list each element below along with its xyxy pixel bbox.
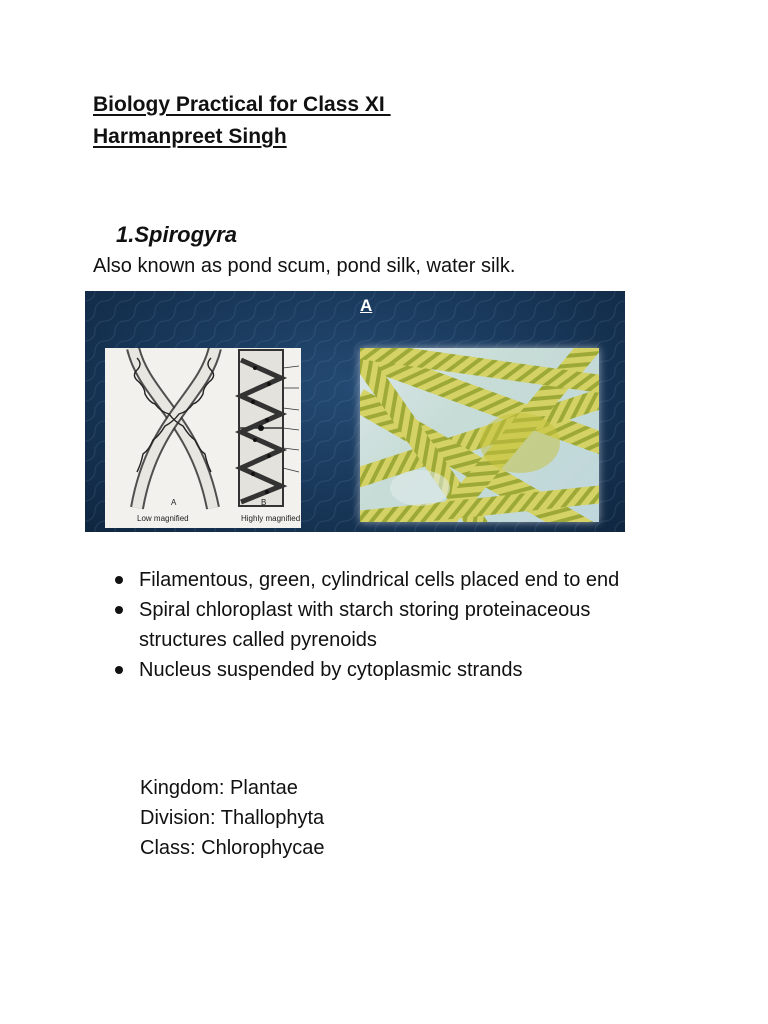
- list-item-text: Spiral chloroplast with starch storing proteinaceous structures called pyrenoids: [139, 599, 591, 651]
- feature-list: [113, 565, 673, 685]
- label-pointers: [283, 366, 299, 472]
- caption-low-magnified: Low magnified: [137, 514, 189, 523]
- section-intro: Also known as pond scum, pond silk, water silk.: [93, 255, 516, 277]
- list-item: [113, 595, 673, 655]
- classification-block: [140, 773, 325, 863]
- figure-label: A: [360, 296, 373, 315]
- spirogyra-drawing-svg: [105, 348, 301, 528]
- bullet-icon: [115, 666, 123, 674]
- class-line: Class: Chlorophycae: [140, 837, 325, 859]
- bullet-icon: [115, 606, 123, 614]
- list-item: [113, 655, 673, 685]
- caption-b-letter: B: [261, 498, 267, 507]
- author-name: Harmanpreet Singh: [93, 125, 287, 148]
- division-line: Division: Thallophyta: [140, 807, 325, 829]
- spirogyra-micrograph: [360, 348, 599, 522]
- caption-highly-magnified: Highly magnified: [241, 514, 301, 523]
- section-heading: 1.Spirogyra: [116, 222, 238, 247]
- spirogyra-figure: [85, 291, 625, 532]
- caption-a-letter: A: [171, 498, 177, 507]
- bullet-icon: [115, 576, 123, 584]
- spirogyra-drawing: [105, 348, 301, 528]
- list-item-text: Filamentous, green, cylindrical cells placed end to end: [139, 569, 620, 591]
- list-item: [113, 565, 673, 595]
- algae-cluster: [480, 413, 560, 473]
- micrograph-svg: [360, 348, 599, 522]
- list-item-text: Nucleus suspended by cytoplasmic strands: [139, 659, 523, 681]
- water-patch: [390, 470, 450, 506]
- kingdom-line: Kingdom: Plantae: [140, 777, 298, 799]
- document-title: Biology Practical for Class XI: [93, 93, 391, 116]
